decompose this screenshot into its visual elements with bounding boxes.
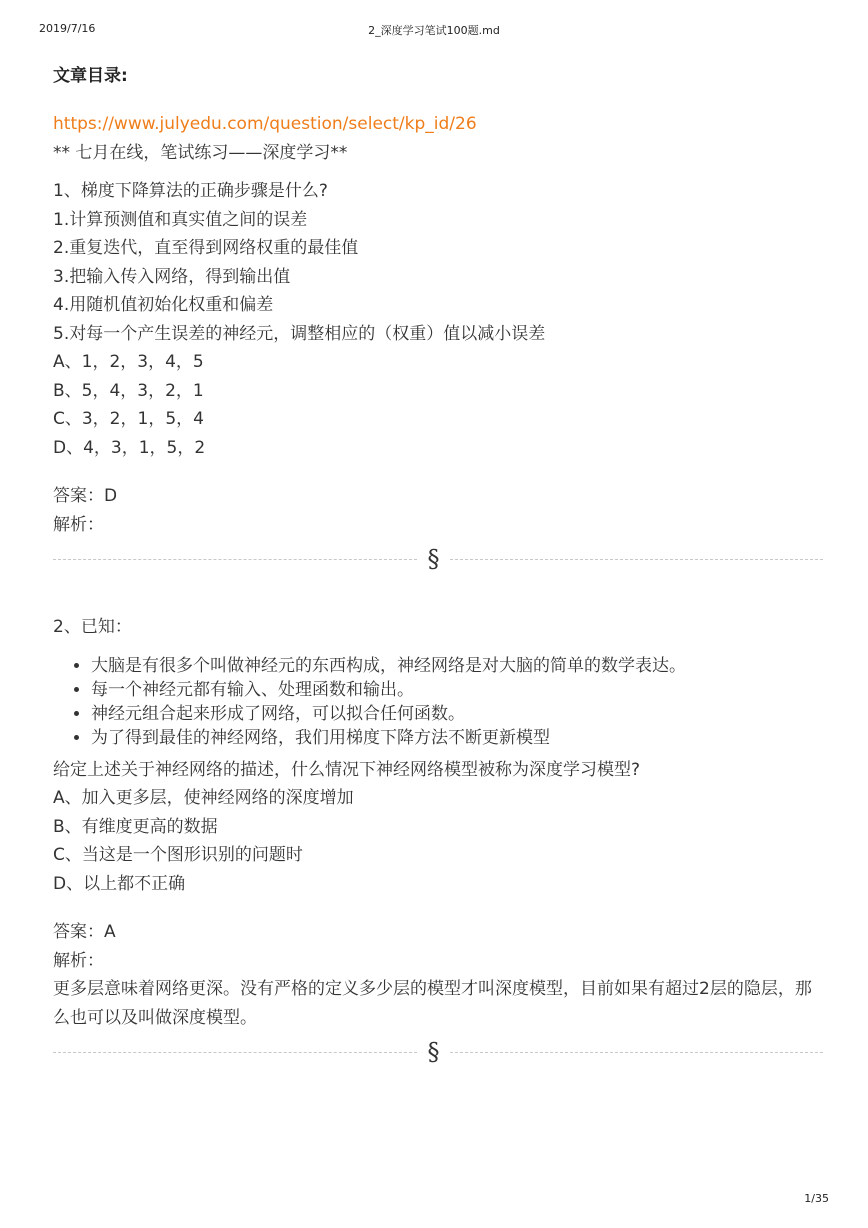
section-divider bbox=[53, 547, 823, 571]
q2-option-b: B、有维度更高的数据 bbox=[53, 816, 218, 837]
list-item: • 为了得到最佳的神经网络，我们用梯度下降方法不断更新模型 bbox=[91, 726, 823, 750]
toc-title: 文章目录: bbox=[53, 66, 128, 86]
divider-line bbox=[450, 1052, 823, 1053]
question-1 bbox=[53, 177, 823, 539]
toc-link[interactable]: https://www.julyedu.com/question/select/kp_id/26 bbox=[53, 114, 477, 134]
divider-line bbox=[450, 559, 823, 560]
q1-option-d: D、4，3，1，5，2 bbox=[53, 437, 206, 458]
q1-step: 3.把输入传入网络，得到输出值 bbox=[53, 266, 291, 287]
q2-prompt: 给定上述关于神经网络的描述，什么情况下神经网络模型被称为深度学习模型? bbox=[53, 759, 641, 780]
q1-answer: 答案：D bbox=[53, 486, 118, 506]
header-date: 2019/7/16 bbox=[39, 22, 96, 35]
q1-option-a: A、1，2，3，4，5 bbox=[53, 352, 204, 372]
q2-analysis-label: 解析： bbox=[53, 950, 104, 971]
section-divider bbox=[53, 1040, 823, 1064]
q2-analysis-text: 更多层意味着网络更深。没有严格的定义多少层的模型才叫深度模型，目前如果有超过2层的隐层，那么也可以及叫做深度模型。 bbox=[53, 979, 812, 1028]
q1-analysis-label: 解析： bbox=[53, 514, 104, 535]
list-item: • 神经元组合起来形成了网络，可以拟合任何函数。 bbox=[91, 702, 823, 726]
q2-answer: 答案：A bbox=[53, 922, 116, 942]
q1-step: 5.对每一个产生误差的神经元，调整相应的（权重）值以减小误差 bbox=[53, 323, 546, 344]
q2-option-d: D、以上都不正确 bbox=[53, 873, 186, 894]
section-sign-icon: § bbox=[427, 545, 440, 573]
q2-option-a: A、加入更多层，使神经网络的深度增加 bbox=[53, 788, 354, 808]
list-item: • 大脑是有很多个叫做神经元的东西构成，神经网络是对大脑的简单的数学表达。 bbox=[91, 654, 823, 678]
question-2-text: 2、已知： bbox=[53, 617, 132, 637]
q2-option-c: C、当这是一个图形识别的问题时 bbox=[53, 845, 303, 865]
question-2 bbox=[53, 613, 823, 1032]
q1-option-b: B、5，4，3，2，1 bbox=[53, 380, 204, 401]
section-sign-icon: § bbox=[427, 1038, 440, 1066]
q1-step: 4.用随机值初始化权重和偏差 bbox=[53, 295, 274, 315]
question-1-text: 1、梯度下降算法的正确步骤是什么? bbox=[53, 181, 328, 201]
q1-option-c: C、3，2，1，5，4 bbox=[53, 409, 204, 429]
divider-line bbox=[53, 1052, 417, 1053]
q1-step: 1.计算预测值和真实值之间的误差 bbox=[53, 209, 308, 230]
divider-line bbox=[53, 559, 417, 560]
document-content bbox=[53, 62, 823, 1064]
header-filename: 2_深度学习笔试100题.md bbox=[368, 24, 500, 37]
q1-step: 2.重复迭代，直至得到网络权重的最佳值 bbox=[53, 238, 359, 258]
toc-subtitle: ** 七月在线，笔试练习——深度学习** bbox=[53, 142, 348, 163]
q2-bullet-list bbox=[53, 654, 823, 750]
page-number: 1/35 bbox=[804, 1192, 829, 1205]
list-item: • 每一个神经元都有输入、处理函数和输出。 bbox=[91, 678, 823, 702]
